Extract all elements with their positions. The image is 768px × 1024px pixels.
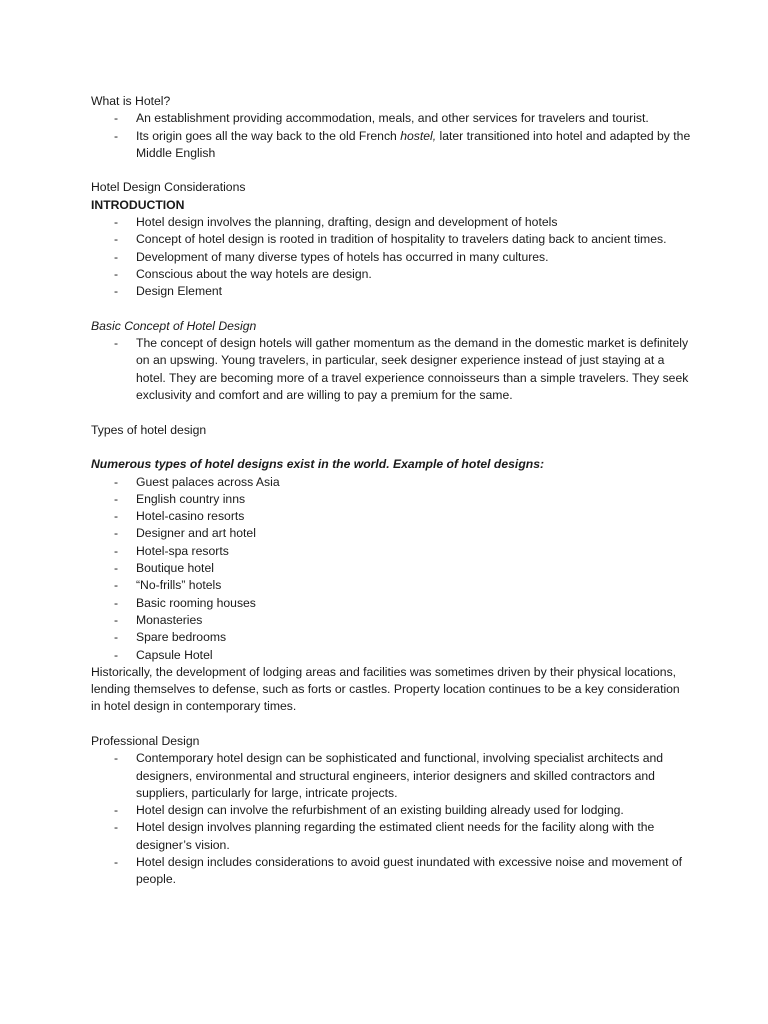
list-item: - Spare bedrooms xyxy=(91,629,691,646)
list-item: - Hotel design can involve the refurbishment of an existing building already used for lodging. xyxy=(91,802,691,819)
list-hotel-types xyxy=(91,474,691,664)
heading-basic-concept: Basic Concept of Hotel Design xyxy=(91,318,257,333)
list-item: - Concept of hotel design is rooted in tradition of hospitality to travelers dating back to ancient times. xyxy=(91,231,691,248)
list-item: - Hotel design includes considerations to avoid guest inundated with excessive noise and movement of people. xyxy=(91,854,691,889)
list-item: - Hotel design involves planning regarding the estimated client needs for the facility along with the designer’s vision. xyxy=(91,819,691,854)
heading-types-of-hotel-design: Types of hotel design xyxy=(91,422,207,437)
types-intro: Numerous types of hotel designs exist in the world. Example of hotel designs: xyxy=(91,457,545,472)
list-item: - Hotel-casino resorts xyxy=(91,508,691,525)
heading-introduction: INTRODUCTION xyxy=(91,197,185,212)
list-item: - Development of many diverse types of hotels has occurred in many cultures. xyxy=(91,249,691,266)
list-item: - Hotel design involves the planning, drafting, design and development of hotels xyxy=(91,214,691,231)
list-item: - “No-frills” hotels xyxy=(91,577,691,594)
list-item: - The concept of design hotels will gather momentum as the demand in the domestic market is definitely on an upswing. Young travelers, in particular, seek designer experience instead of just staying at a hotel. They are becoming more of a travel experience connoisseurs than a simple travelers. They seek exclusivity and comfort and are willing to pay a premium for the same. xyxy=(91,335,691,404)
list-item: - Boutique hotel xyxy=(91,560,691,577)
list-item: - Conscious about the way hotels are design. xyxy=(91,266,691,283)
list-item: - Its origin goes all the way back to the old French hostel, later transitioned into hotel and adapted by the Middle English xyxy=(91,128,691,163)
list-introduction xyxy=(91,214,691,300)
history-paragraph: Historically, the development of lodging areas and facilities was sometimes driven by their physical locations, lending themselves to defense, such as forts or castles. Property location continues to be a key consideration in hotel design in contemporary times. xyxy=(91,664,680,714)
list-what-is-hotel xyxy=(91,110,691,162)
heading-what-is-hotel: What is Hotel? xyxy=(91,94,171,108)
list-item: - Hotel-spa resorts xyxy=(91,543,691,560)
list-item: - Designer and art hotel xyxy=(91,525,691,542)
list-basic-concept xyxy=(91,335,691,404)
list-item: - An establishment providing accommodation, meals, and other services for travelers and tourist. xyxy=(91,110,691,127)
list-item: - Contemporary hotel design can be sophisticated and functional, involving specialist architects and designers, environmental and structural engineers, interior designers and skilled contractors and suppliers, particularly for large, intricate projects. xyxy=(91,750,691,802)
list-item: - Capsule Hotel xyxy=(91,647,691,664)
list-item: - Design Element xyxy=(91,283,691,300)
list-item: - Guest palaces across Asia xyxy=(91,474,691,491)
list-item: - Monasteries xyxy=(91,612,691,629)
document-body xyxy=(91,93,691,889)
list-item: - English country inns xyxy=(91,491,691,508)
heading-professional-design: Professional Design xyxy=(91,733,200,748)
list-professional-design xyxy=(91,750,691,888)
list-item: - Basic rooming houses xyxy=(91,595,691,612)
heading-hotel-design-considerations: Hotel Design Considerations xyxy=(91,180,246,195)
